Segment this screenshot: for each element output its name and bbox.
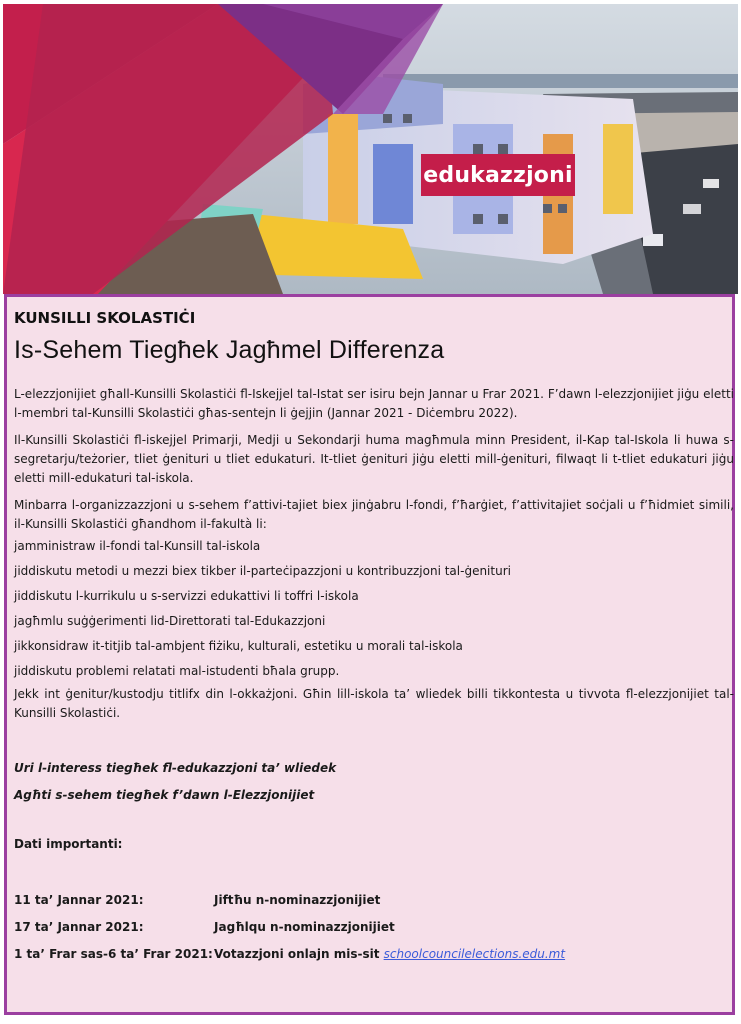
edukazzjoni-label: edukazzjoni	[421, 154, 575, 196]
date-label: 11 ta’ Jannar 2021:	[14, 893, 144, 907]
date-event	[214, 945, 565, 964]
date-event: Jagħlqu n-nominazzjonijiet	[214, 920, 395, 934]
header-banner	[3, 4, 738, 294]
page-title: Is-Sehem Tiegħek Jagħmel Differenza	[14, 336, 445, 364]
dates-heading: Dati importanti:	[14, 837, 123, 851]
content-panel	[4, 294, 735, 1015]
date-event: Jiftħu n-nominazzjonijiet	[214, 893, 381, 907]
list-item: jagħmlu suġġerimenti lid-Direttorati tal-Edukazzjoni	[14, 614, 326, 628]
faculty-paragraph: Minbarra l-organizzazzjoni u s-sehem f’attivi-tajiet biex jinġabru l-fondi, f’ħarġiet, f’attivitajiet soċjali u f’ħidmiet simili, il-Kunsilli Skolastiċi għandhom il-fakultà li:	[14, 498, 734, 531]
date-label: 17 ta’ Jannar 2021:	[14, 920, 144, 934]
article-content	[14, 309, 734, 964]
emphasis-line: Agħti s-sehem tiegħek f’dawn l-Elezzjonijiet	[14, 788, 315, 802]
election-site-link[interactable]: schoolcouncilelections.edu.mt	[383, 947, 566, 961]
list-item: jikkonsidraw it-titjib tal-ambjent fiżiku, kulturali, estetiku u morali tal-iskola	[14, 639, 463, 653]
list-item: jamministraw il-fondi tal-Kunsill tal-iskola	[14, 539, 261, 553]
emphasis-line: Uri l-interess tiegħek fl-edukazzjoni ta’ wliedek	[14, 761, 337, 775]
list-item: jiddiskutu l-kurrikulu u s-servizzi edukattivi li toffri l-iskola	[14, 589, 359, 603]
date-row	[14, 891, 734, 910]
list-item: jiddiskutu metodi u mezzi biex tikber il-parteċipazzjoni u kontribuzzjoni tal-ġenituri	[14, 564, 511, 578]
composition-paragraph: Il-Kunsilli Skolastiċi fl-iskejjel Primarji, Medji u Sekondarji huma magħmula minn President, il-Kap tal-Iskola li huwa s-segretarju/teżorier, tliet ġenituri u tliet edukaturi. It-tliet ġenituri jiġu eletti mill-ġenituri, filwaqt li t-tliet edukaturi jiġu eletti mill-edukaturi tal-iskola.	[14, 433, 734, 485]
date-event-text: Votazzjoni onlajn mis-sit	[214, 947, 384, 961]
date-row	[14, 945, 734, 964]
list-item: jiddiskutu problemi relatati mal-istudenti bħala grupp.	[14, 664, 340, 678]
school-building-photo	[3, 4, 738, 294]
section-heading: KUNSILLI SKOLASTIĊI	[14, 309, 196, 327]
date-label: 1 ta’ Frar sas-6 ta’ Frar 2021:	[14, 947, 213, 961]
closing-paragraph: Jekk int ġenitur/kustodju titlifx din l-okkażjoni. Għin lill-iskola ta’ wliedek billi tikkontesta u tivvota fl-elezzjonijiet tal-Kunsilli Skolastiċi.	[14, 687, 734, 720]
date-row	[14, 918, 734, 937]
intro-paragraph: L-elezzjonijiet għall-Kunsilli Skolastiċi fl-Iskejjel tal-Istat ser isiru bejn Jannar u Frar 2021. F’dawn l-elezzjonijiet jiġu eletti l-membri tal-Kunsilli Skolastiċi għas-sentejn li ġejjin (Jannar 2021 - Diċembru 2022).	[14, 387, 734, 420]
